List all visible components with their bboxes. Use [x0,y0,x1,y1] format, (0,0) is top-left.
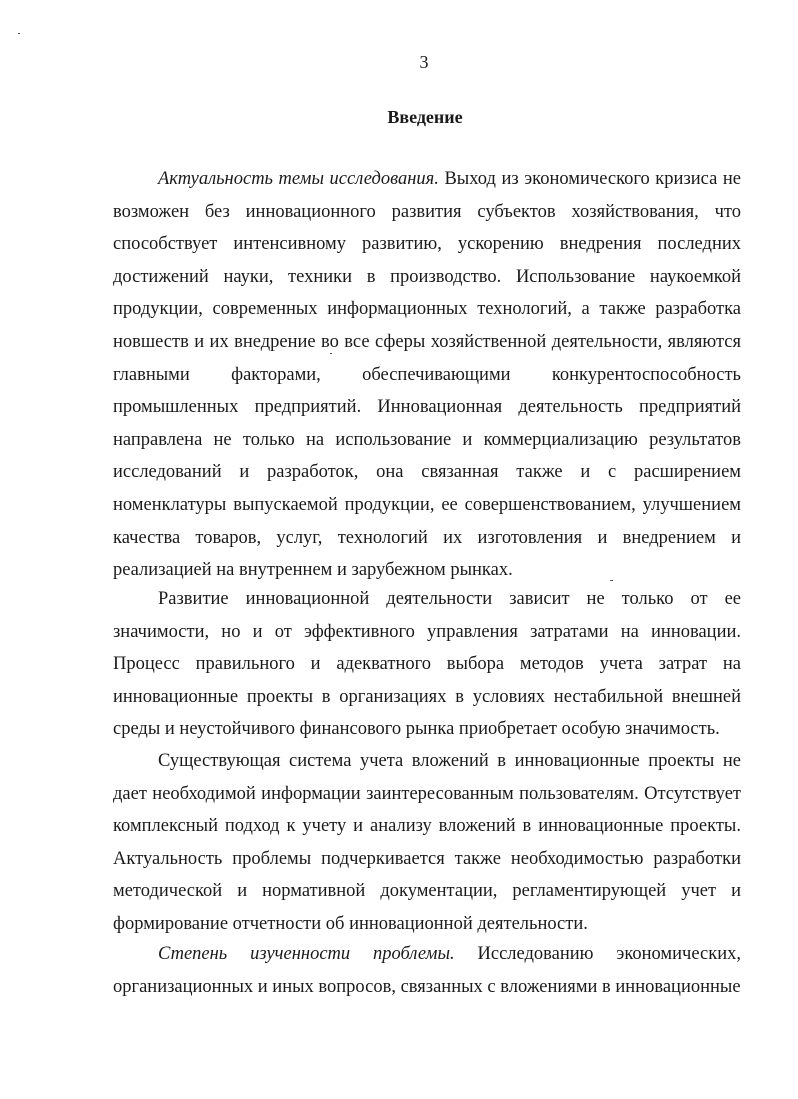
paragraph-accounting-system [113,745,741,941]
paragraph-degree-of-study [113,938,741,1003]
scan-speck [330,353,332,354]
paragraph-lead-italic: Актуальность темы исследования. [158,169,439,189]
paragraph-relevance [113,163,741,587]
paragraph-text: Исследованию экономических, организационных и иных вопросов, связанных с вложениями в инновационные [113,944,741,997]
paragraph-lead-italic: Степень изученности проблемы. [158,944,455,964]
paragraph-innovation-costs [113,583,741,746]
paragraph-text: Развитие инновационной деятельности зависит не только от ее значимости, но и от эффективного управления затратами на инновации. Процесс правильного и адекватного выбора методов учета затрат на инновационные проекты в организациях в условиях нестабильной внешней среды и неустойчивого финансового рынка приобретает особую значимость. [113,589,741,740]
paragraph-text: Выход из экономического кризиса не возможен без инновационного развития субъектов хозяйствования, что способствует интенсивному развитию, ускорению внедрения последних достижений науки, техники в производство. Использование наукоемкой продукции, современных информационных технологий, а также разработка новшеств и их внедрение во все сферы хозяйственной деятельности, являются главными факторами, обеспечивающими конкурентоспособность промышленных предприятий. Инновационная деятельность предприятий направлена не только на использование и коммерциализацию результатов исследований и разработок, она связанная также и с расширением номенклатуры выпускаемой продукции, ее совершенствованием, улучшением качества товаров, услуг, технологий их изготовления и внедрением и реализацией на внутреннем и зарубежном рынках. [113,169,741,581]
paragraph-text: Существующая система учета вложений в инновационные проекты не дает необходимой информации заинтересованным пользователям. Отсутствует комплексный подход к учету и анализу вложений в инновационные проекты. Актуальность проблемы подчеркивается также необходимостью разработки методической и нормативной документации, регламентирующей учет и формирование отчетности об инновационной деятельности. [113,751,741,934]
section-title: Введение [387,107,463,127]
scan-speck [18,33,20,34]
scan-speck [610,580,613,581]
page-number: 3 [419,52,429,72]
